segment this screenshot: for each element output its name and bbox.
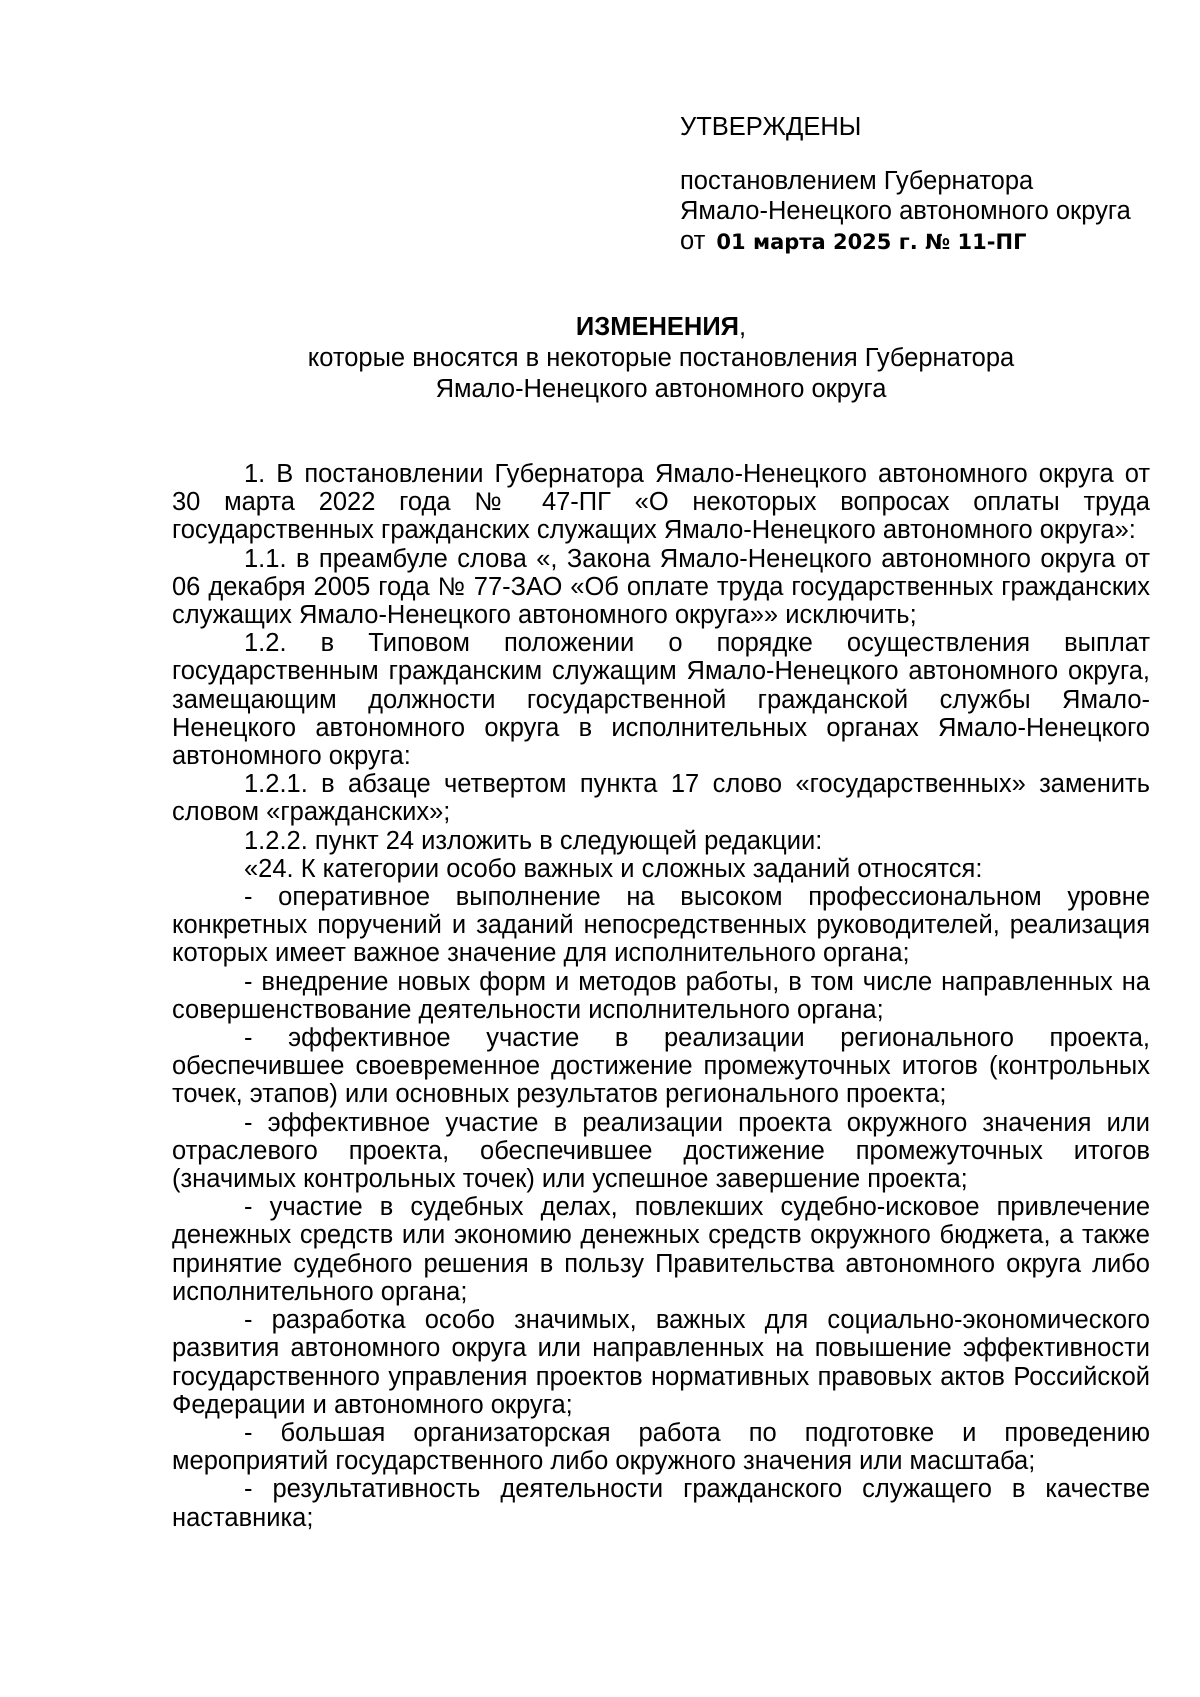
approval-date-number: 01 марта 2025 г. № 11-ПГ	[716, 230, 1027, 254]
list-item: - большая организаторская работа по подготовке и проведению мероприятий государственного либо окружного значения или масштаба;	[172, 1418, 1150, 1476]
approval-line-2: Ямало-Ненецкого автономного округа	[680, 197, 1131, 225]
paragraph-1-1: 1.1. в преамбуле слова «, Закона Ямало-Ненецкого автономного округа от 06 декабря 2005 года № 77-ЗАО «Об оплате труда государственных гражданских служащих Ямало-Ненецкого автономного округа»» исключить;	[172, 544, 1150, 630]
list-item: - участие в судебных делах, повлекших судебно-исковое привлечение денежных средств или экономию денежных средств окружного бюджета, а также принятие судебного решения в пользу Правительства автономного округа либо исполнительного органа;	[172, 1193, 1150, 1306]
approval-signature-line	[680, 226, 1180, 257]
paragraph-1-2-2: 1.2.2. пункт 24 изложить в следующей редакции:	[244, 826, 823, 855]
document-body	[172, 460, 1150, 1532]
paragraph-1: 1. В постановлении Губернатора Ямало-Ненецкого автономного округа от 30 марта 2022 года № 47-ПГ «О некоторых вопросах оплаты труда государственных гражданских служащих Ямало-Ненецкого автономного округа»:	[172, 460, 1150, 545]
paragraph-point-24: «24. К категории особо важных и сложных заданий относятся:	[244, 854, 983, 883]
paragraph-1-2: 1.2. в Типовом положении о порядке осуществления выплат государственным гражданским служащим Ямало-Ненецкого автономного округа, замещающим должности государственной гражданской службы Ямало-Ненецкого автономного округа в исполнительных органах Ямало-Ненецкого автономного округа:	[172, 629, 1150, 771]
list-item: - эффективное участие в реализации проекта окружного значения или отраслевого проекта, обеспечившее достижение промежуточных итогов (значимых контрольных точек) или успешное завершение проекта;	[172, 1108, 1150, 1194]
list-item: - оперативное выполнение на высоком профессиональном уровне конкретных поручений и заданий непосредственных руководителей, реализация которых имеет важное значение для исполнительного органа;	[172, 883, 1150, 968]
heading-title-line	[172, 312, 1150, 343]
approval-line-1: постановлением Губернатора	[680, 167, 1034, 195]
list-item: - эффективное участие в реализации регионального проекта, обеспечившее своевременное достижение промежуточных итогов (контрольных точек, этапов) или основных результатов регионального проекта;	[172, 1024, 1150, 1109]
approval-title: УТВЕРЖДЕНЫ	[680, 113, 862, 141]
paragraph-1-2-1: 1.2.1. в абзаце четвертом пункта 17 слово «государственных» заменить словом «гражданских»;	[172, 770, 1150, 827]
heading-title: ИЗМЕНЕНИЯ	[575, 313, 739, 341]
list-item: - результативность деятельности гражданского служащего в качестве наставника;	[172, 1475, 1150, 1532]
heading-subtitle-2: Ямало-Ненецкого автономного округа	[435, 375, 887, 403]
approval-block	[680, 112, 1180, 257]
list-item: - внедрение новых форм и методов работы, в том числе направленных на совершенствование деятельности исполнительного органа;	[172, 967, 1150, 1024]
document-heading	[172, 312, 1150, 405]
heading-subtitle-1: которые вносятся в некоторые постановления Губернатора	[307, 344, 1015, 372]
list-item: - разработка особо значимых, важных для социально-экономического развития автономного округа или направленных на повышение эффективности государственного управления проектов нормативных правовых актов Российской Федерации и автономного округа;	[172, 1306, 1150, 1419]
heading-title-suffix: ,	[738, 313, 747, 341]
approval-prefix: от	[680, 227, 706, 255]
